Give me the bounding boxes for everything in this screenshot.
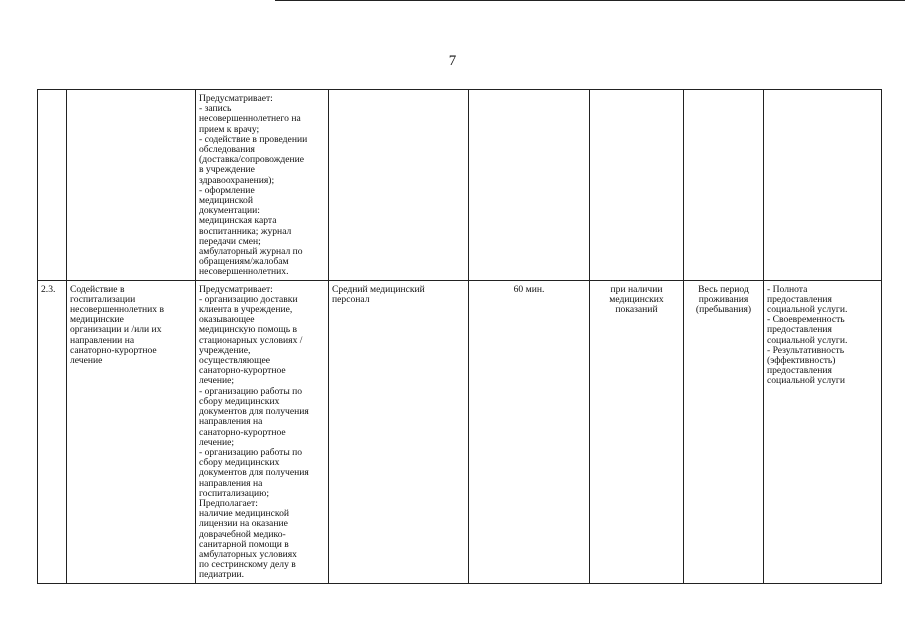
cell-line: обследования xyxy=(199,144,255,156)
services-table-body xyxy=(38,90,882,584)
cell-line: при наличии xyxy=(610,283,663,295)
cell-line: осуществляющее xyxy=(199,355,270,367)
cell-line: учреждение, xyxy=(199,344,251,356)
cell-line: медицинскую помощь в xyxy=(199,324,298,336)
cell-line: санаторно-курортное xyxy=(199,365,286,377)
cell-line: социальной услуги xyxy=(767,375,846,387)
cell-quality xyxy=(764,90,882,281)
cell-line: передачи смен; xyxy=(199,235,261,247)
cell-line: в учреждение xyxy=(199,164,255,176)
cell-line: медицинские xyxy=(70,314,124,326)
cell-text: 2.3. xyxy=(41,283,56,295)
cell-line: проживания xyxy=(698,293,749,305)
table-row xyxy=(38,280,882,583)
cell-line: санаторно-курортное xyxy=(199,426,286,438)
cell-line: - Полнота xyxy=(767,283,808,295)
cell-line: клиента в учреждение, xyxy=(199,304,293,316)
cell-line: Средний медицинский xyxy=(332,283,425,295)
cell-line: Содействие в xyxy=(70,283,125,295)
cell-line: направления на xyxy=(199,416,263,428)
cell-line: здравоохранения); xyxy=(199,174,275,186)
cell-line: направления на xyxy=(199,477,263,489)
cell-service-name xyxy=(67,90,196,281)
cell-line: социальной услуги. xyxy=(767,334,848,346)
cell-line: госпитализации xyxy=(70,293,136,305)
cell-line: лечение xyxy=(70,355,103,367)
cell-duration xyxy=(469,90,590,281)
cell-line: сбору медицинских xyxy=(199,395,280,407)
cell-line: лицензии на оказание xyxy=(199,518,288,530)
cell-line: предоставления xyxy=(767,365,832,377)
cell-line: - организацию доставки xyxy=(199,293,298,305)
cell-line: медицинской xyxy=(199,195,253,207)
cell-line: лечение; xyxy=(199,436,235,448)
cell-line: несовершеннолетнего на xyxy=(199,113,301,125)
cell-line: Предусматривает: xyxy=(199,93,273,104)
cell-line: Предусматривает: xyxy=(199,283,273,295)
cell-line: предоставления xyxy=(767,324,832,336)
cell-description xyxy=(196,90,329,281)
cell-number xyxy=(38,280,67,583)
cell-line: сбору медицинских xyxy=(199,457,280,469)
cell-line: педиатрии. xyxy=(199,569,245,581)
cell-line: - Своевременность xyxy=(767,314,845,326)
cell-text: 60 мин. xyxy=(513,283,545,295)
cell-line: доврачебной медико- xyxy=(199,528,286,540)
cell-line: персонал xyxy=(332,293,370,305)
cell-line: документации: xyxy=(199,205,260,217)
cell-line: Весь период xyxy=(698,283,749,295)
cell-line: - организацию работы по xyxy=(199,446,303,458)
cell-line: документов для получения xyxy=(199,467,309,479)
cell-line: направлении на xyxy=(70,334,135,346)
cell-line: санитарной помощи в xyxy=(199,538,289,550)
cell-line: наличие медицинской xyxy=(199,508,289,520)
table-row xyxy=(38,90,882,281)
cell-line: - Результативность xyxy=(767,344,845,356)
cell-line: - содействие в проведении xyxy=(199,133,308,145)
cell-description xyxy=(196,280,329,583)
cell-line: социальной услуги. xyxy=(767,304,848,316)
cell-line: несовершеннолетних. xyxy=(199,266,289,278)
cell-conditions xyxy=(590,280,684,583)
cell-period xyxy=(684,280,764,583)
cell-conditions xyxy=(590,90,684,281)
cell-line: организации и /или их xyxy=(70,324,162,336)
cell-performer xyxy=(329,280,469,583)
services-table xyxy=(37,89,882,584)
cell-number xyxy=(38,90,67,281)
cell-line: Предполагает: xyxy=(199,497,258,509)
cell-performer xyxy=(329,90,469,281)
cell-line: госпитализацию; xyxy=(199,487,269,499)
cell-line: медицинская карта xyxy=(199,215,277,227)
cell-line: предоставления xyxy=(767,293,832,305)
cell-line: оказывающее xyxy=(199,314,255,326)
cell-line: - оформление xyxy=(199,184,255,196)
cell-line: обращениям/жалобам xyxy=(199,256,289,268)
cell-line: (доставка/сопровождение xyxy=(199,154,305,166)
cell-line: прием к врачу; xyxy=(199,123,260,135)
cell-line: - запись xyxy=(199,103,232,115)
cell-line: показаний xyxy=(615,304,658,316)
page-top-rule xyxy=(275,0,905,1)
cell-quality xyxy=(764,280,882,583)
cell-service-name xyxy=(67,280,196,583)
cell-line: лечение; xyxy=(199,375,235,387)
cell-line: документов для получения xyxy=(199,406,309,418)
cell-line: стационарных условиях / xyxy=(199,334,303,346)
cell-line: воспитанника; журнал xyxy=(199,225,292,237)
cell-line: (пребывания) xyxy=(695,304,752,316)
cell-line: - организацию работы по xyxy=(199,385,303,397)
cell-line: по сестринскому делу в xyxy=(199,559,296,571)
cell-line: несовершеннолетних в xyxy=(70,304,165,316)
cell-duration xyxy=(469,280,590,583)
cell-line: санаторно-курортное xyxy=(70,344,157,356)
cell-line: амбулаторный журнал по xyxy=(199,246,303,258)
cell-line: медицинских xyxy=(609,293,664,305)
cell-line: (эффективность) xyxy=(767,355,836,367)
cell-line: амбулаторных условиях xyxy=(199,548,297,560)
page-number: 7 xyxy=(448,53,457,69)
cell-period xyxy=(684,90,764,281)
